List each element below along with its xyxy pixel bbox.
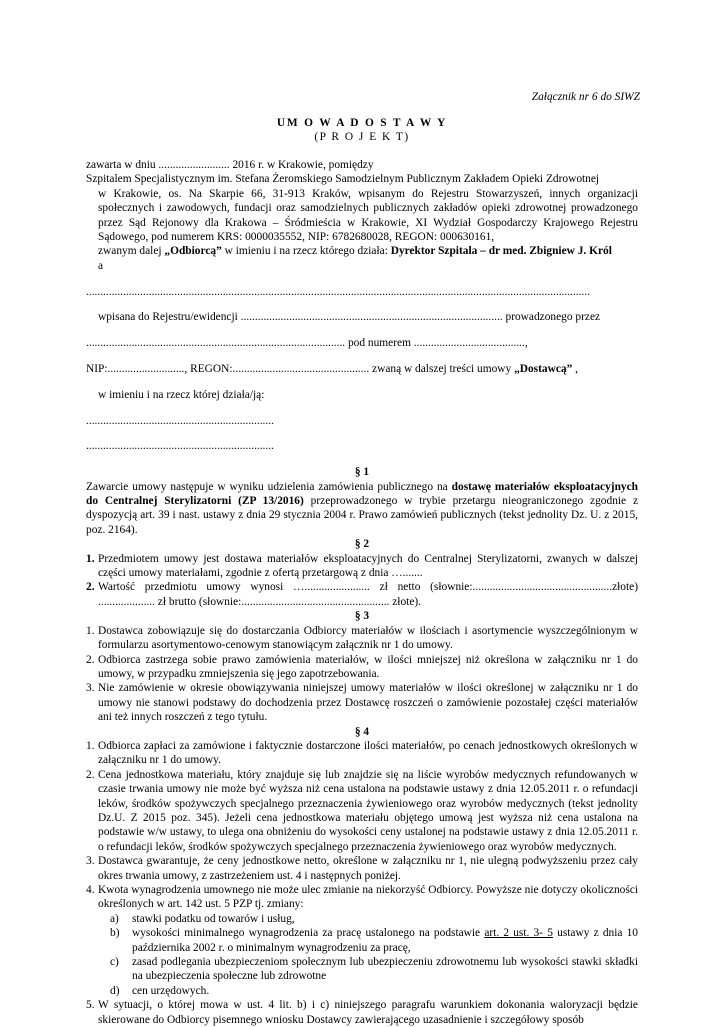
annex-label: Załącznik nr 6 do SIWZ — [531, 91, 640, 103]
contractor-dots: ................................................................................................................................................................................. — [86, 285, 591, 298]
document-subtitle: (P R O J E K T) — [314, 131, 410, 143]
section-4-item: 2. Cena jednostkowa materiału, który znajduje się lub znajdzie się na liście wyrobów medycznych refundowanych w czasie trwania umowy nie może być wyższa niż cena ustalona na podstawie ustawy z dnia 12.05.2011 r. o refundacji leków, środków spożywczych specjalnego przeznaczenia żywieniowego oraz wyrobów medycznych (tekst jednolity Dz.U. Z 2015 poz. 345). Jeżeli cena jednostkowa materiału objętego umową jest wyższa niż cena ustalona na podstawie w/w ustawy, to ulega ona obniżeniu do wysokości ceny ustalonej na podstawie ustawy z dnia 12.05.2011 r. o refundacji leków, środków spożywczych specjalnego przeznaczenia żywieniowego oraz wyrobów medycznych. — [86, 768, 638, 853]
representative-line-1: .................................................................. — [86, 414, 274, 427]
section-4-subitem: c) zasad podlegania ubezpieczeniom społecznym lub ubezpieczeniu zdrowotnemu lub wysokości stawki składki na ubezpieczenia społeczne lub zdrowotne — [110, 956, 638, 983]
section-4-heading: § 4 — [354, 725, 370, 738]
party-description: w Krakowie, os. Na Skarpie 66, 31-913 Kraków, wpisanym do Rejestru Stowarzyszeń, innych organizacji społecznych i zawodowych, fundacji oraz samodzielnych publicznych zakładów opieki zdrowotnej prowadzonego przez Sąd Rejonowy dla Krakowa – Śródmieścia w Krakowie, XI Wydział Gospodarczy Krajowego Rejestru Sądowego, pod numerem KRS: 0000035552, NIP: 6782680028, REGON: 000630161, — [98, 187, 638, 244]
section-4-item: 1. Odbiorca zapłaci za zamówione i faktycznie dostarczone ilości materiałów, po cenach jednostkowych określonych w załączniku nr 1 do umowy. — [86, 739, 638, 767]
section-3-item: 2. Odbiorca zastrzega sobie prawo zamówienia materiałów, w ilości mniejszej niż określona w załączniku nr 1 do umowy, w przypadku zmniejszenia się jego zapotrzebowania. — [86, 653, 638, 680]
law-reference-link: art. 2 ust. 3- 5 — [484, 927, 553, 940]
section-2-item: 1. Przedmiotem umowy jest dostawa materiałów eksploatacyjnych do Centralnej Sterylizatorni, zwanych w dalszej części umowy materiałami, zgodnie z ofertą przetargową z dnia …....... — [86, 552, 638, 580]
section-4-item: 4. Kwota wynagrodzenia umownego nie może ulec zmianie na niekorzyść Odbiorcy. Powyższe nie dotyczy okoliczności określonych w art. 142 ust. 5 PZP tj. zmiany: — [86, 884, 638, 911]
section-3-item: 3. Nie zamówienie w okresie obowiązywania niniejszej umowy materiałów w ilości określonej w załączniku nr 1 do umowy nie stanowi podstawy do dochodzenia przez Dostawcę roszczeń o zamówienie pozostałej części materiałów ani też innych roszczeń z tego tytułu. — [86, 682, 638, 724]
odbiorca-term: „Odbiorcą” — [164, 245, 222, 258]
section-3-heading: § 3 — [354, 610, 370, 623]
party-first-line: Szpitalem Specjalistycznym im. Stefana Żeromskiego Samodzielnym Publicznym Zakładem Opieki Zdrowotnej — [86, 173, 600, 186]
representative-line-2: .................................................................. — [86, 440, 274, 453]
section-4-item: 5. W sytuacji, o której mowa w ust. 4 lit. b) i c) niniejszego paragrafu warunkiem dokonania waloryzacji będzie skierowane do Odbiorcy pisemnego wniosku Dostawcy zawierającego uzasadnienie i szczegółowy sposób — [86, 999, 638, 1026]
section-1-text: Zawarcie umowy następuje w wyniku udzielenia zamówienia publicznego na dostawę materiałów eksploatacyjnych do Centralnej Sterylizatorni (ZP 13/2016) przeprowadzonego w trybie przetargu nieograniczonego zgodnie z dyspozycją art. 39 i nast. ustawy z dnia 29 stycznia 2004 r. Prawo zamówień publicznych (tekst jednolity Dz. U. z 2015, poz. 2164). — [86, 480, 638, 536]
section-3-item: 1. Dostawca zobowiązuje się do dostarczania Odbiorcy materiałów w ilościach i asortymencie wyszczególnionym w formularzu asortymentowo-cenowym stanowiącym załącznik nr 1 do umowy. — [86, 624, 638, 652]
section-4-subitem: a) stawki podatku od towarów i usług, — [110, 912, 295, 925]
section-4-item: 3. Dostawca gwarantuje, że ceny jednostkowe netto, określone w załączniku nr 1, nie ulegną podwyższeniu przez cały okres trwania umowy, z zastrzeżeniem ust. 4 i następnych poniżej. — [86, 855, 638, 882]
nip-line: NIP:..........................., REGON:................................................ zwaną w dalszej treści umowy „Dostawcą” , — [86, 363, 578, 376]
behalf-line: w imieniu i na rzecz której działa/ją: — [98, 388, 265, 401]
director-name: Dyrektor Szpitala – dr med. Zbigniew J. Król — [390, 245, 612, 258]
document-body — [86, 158, 638, 1027]
registry-line: wpisana do Rejestru/ewidencji ............................................................................................ prowadzonego przez — [98, 311, 601, 324]
subject-bold: dostawę materiałów eksploatacyjnych do Centralnej Sterylizatorni (ZP 13/2016) — [86, 480, 638, 508]
section-4-subitem: d) cen urzędowych. — [110, 984, 210, 997]
document-title: UM O W A D O S T A W Y — [276, 117, 448, 129]
section-4-subitem: b) wysokości minimalnego wynagrodzenia za pracę ustalonego na podstawie art. 2 ust. 3- 5 ustawy z dnia 10 października 2002 r. o minimalnym wynagrodzeniu za pracę, — [110, 927, 638, 954]
section-1-heading: § 1 — [354, 466, 370, 479]
dostawca-term: „Dostawcą” — [514, 363, 573, 376]
section-2-item: 2. Wartość przedmiotu umowy wynosi …....................... zł netto (słownie:.................................................złote) .................... zł brutto (słownie:.................................................... złote). — [86, 581, 638, 608]
party-called-line: zwanym dalej „Odbiorcą” w imieniu i na rzecz którego działa: Dyrektor Szpitala – dr med. Zbigniew J. Król — [98, 245, 612, 258]
number-line: ........................................................................................... pod numerem ......................................., — [86, 337, 528, 350]
date-line: zawarta w dniu ......................... 2016 r. w Krakowie, pomiędzy — [86, 159, 374, 171]
and-line: a — [98, 259, 104, 272]
section-2-heading: § 2 — [354, 538, 370, 551]
